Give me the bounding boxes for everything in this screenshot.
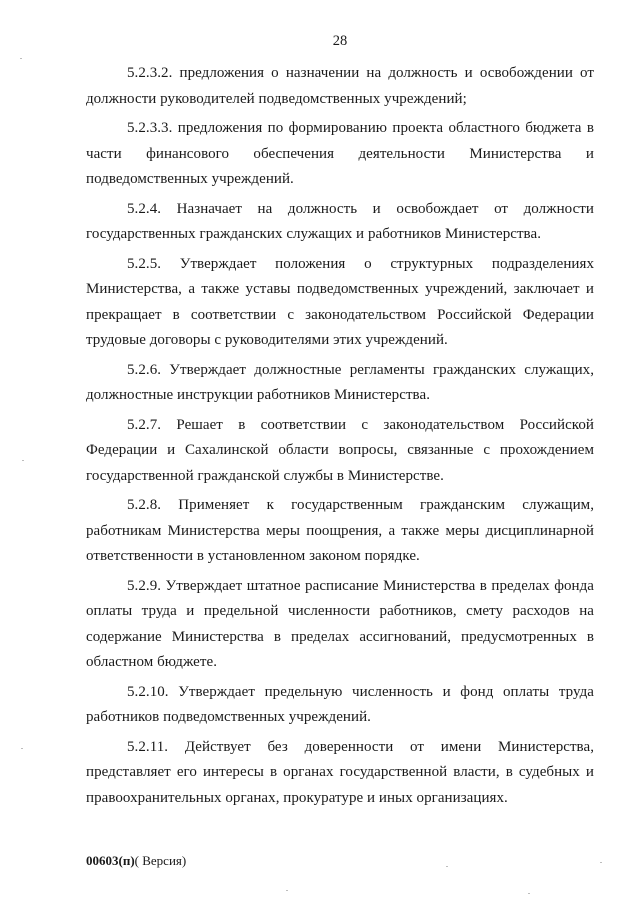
document-body [86, 61, 594, 815]
scan-speck [446, 866, 448, 867]
scan-speck [600, 862, 602, 863]
scan-speck [528, 893, 530, 894]
paragraph-5-2-7: 5.2.7. Решает в соответствии с законодательством Российской Федерации и Сахалинской области вопросы, связанные с прохождением государственной гражданской службы в Министерстве. [86, 416, 594, 484]
page-number: 28 [332, 33, 348, 49]
paragraph-5-2-9: 5.2.9. Утверждает штатное расписание Министерства в пределах фонда оплаты труда и предельной численности работников, смету расходов на содержание Министерства в пределах ассигнований, предусмотренных в областном бюджете. [86, 577, 594, 670]
paragraph-5-2-6: 5.2.6. Утверждает должностные регламенты гражданских служащих, должностные инструкции работников Министерства. [86, 361, 594, 403]
scan-speck [21, 748, 23, 749]
paragraph-5-2-11: 5.2.11. Действует без доверенности от имени Министерства, представляет его интересы в органах государственной власти, в судебных и правоохранительных органах, прокуратуре и иных организациях. [86, 738, 594, 806]
footer-version: ( Версия) [134, 853, 187, 868]
footer-document-code [86, 853, 186, 869]
paragraph-5-2-3-3: 5.2.3.3. предложения по формированию проекта областного бюджета в части финансового обеспечения деятельности Министерства и подведомственных учреждений. [86, 120, 594, 187]
scan-speck [22, 460, 24, 461]
paragraph-5-2-5: 5.2.5. Утверждает положения о структурных подразделениях Министерства, а также уставы подведомственных учреждений, заключает и прекращает в соответствии с законодательством Российской Федерации трудовые договоры с руководителями этих учреждений. [86, 255, 594, 348]
scan-speck [286, 890, 288, 891]
paragraph-5-2-3-2: 5.2.3.2. предложения о назначении на должность и освобождении от должности руководителей подведомственных учреждений; [86, 65, 594, 107]
paragraph-5-2-4: 5.2.4. Назначает на должность и освобождает от должности государственных гражданских служащих и работников Министерства. [86, 200, 594, 242]
paragraph-5-2-8: 5.2.8. Применяет к государственным гражданским служащим, работникам Министерства меры поощрения, а также меры дисциплинарной ответственности в установленном законом порядке. [86, 497, 594, 564]
scan-speck [20, 58, 22, 59]
footer-code: 00603(п) [86, 853, 135, 868]
paragraph-5-2-10: 5.2.10. Утверждает предельную численность и фонд оплаты труда работников подведомственных учреждений. [86, 683, 594, 725]
